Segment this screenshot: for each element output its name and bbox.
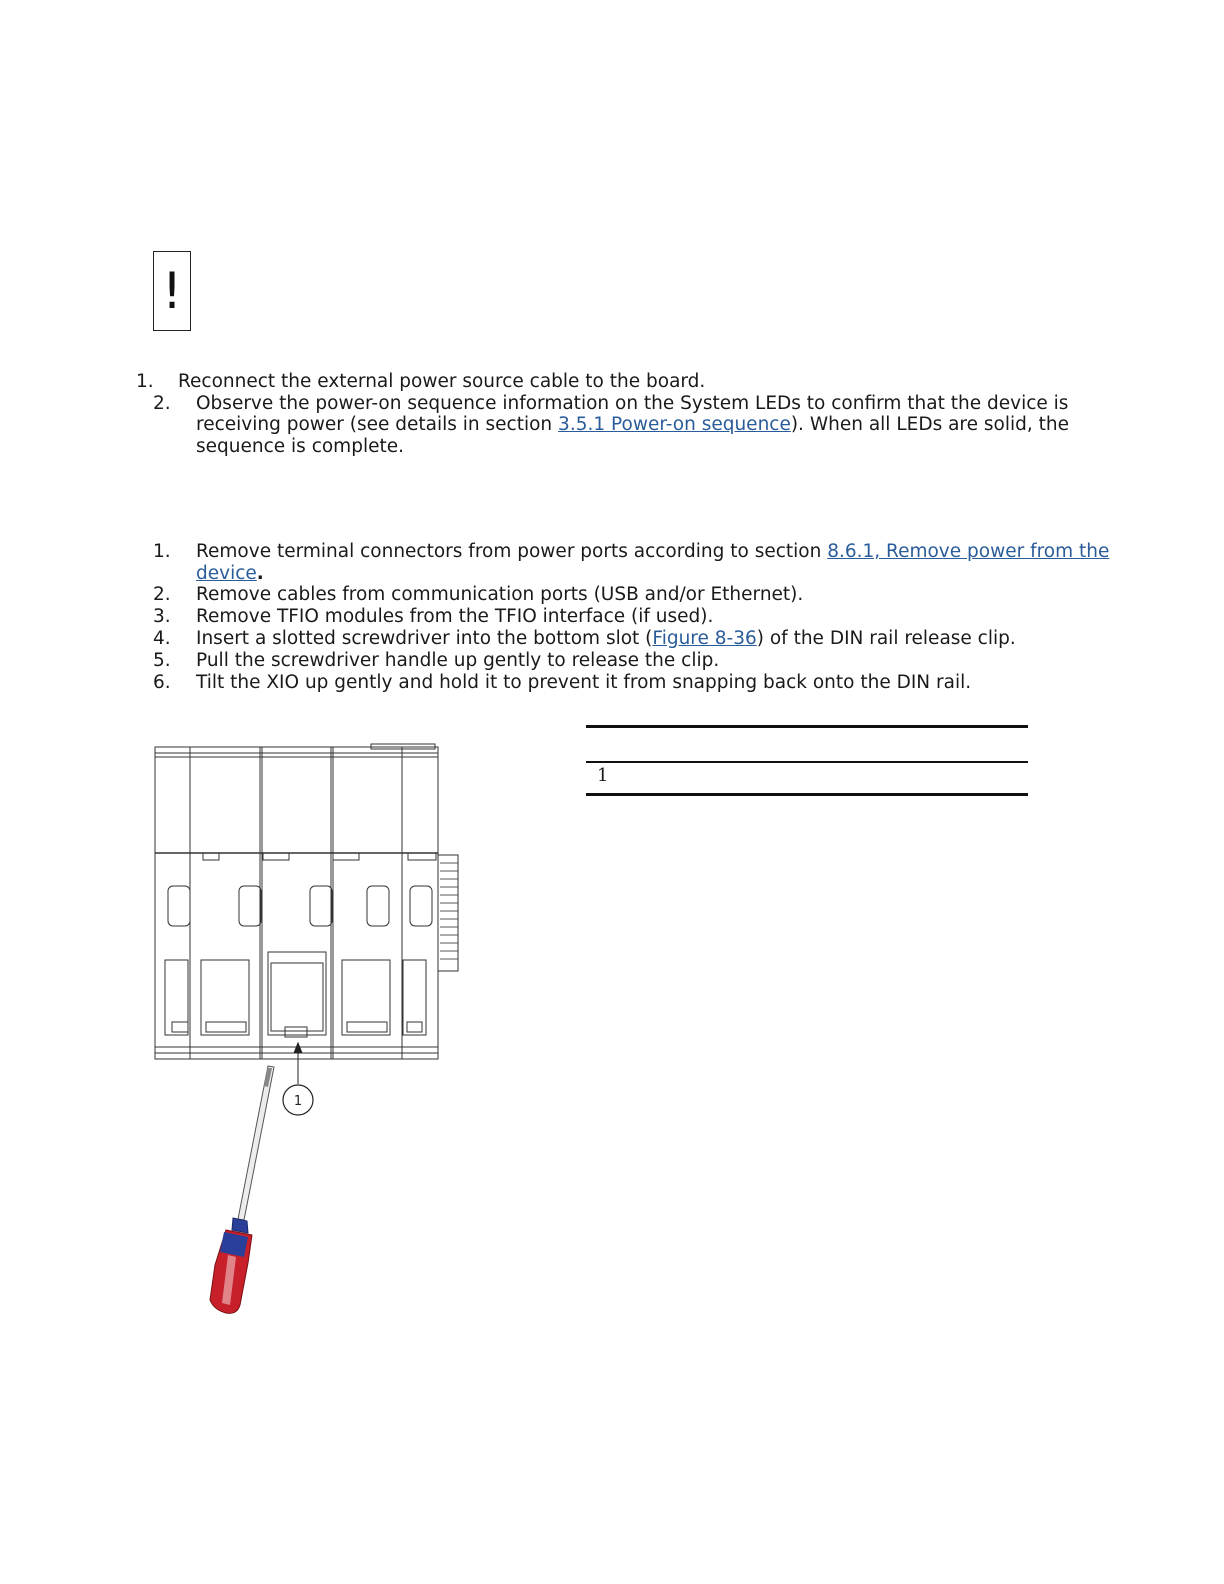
din-rail-release-figure bbox=[140, 735, 480, 1325]
list-item-continued: receiving power (see details in section 3.5.1 Power-on sequence). When all LEDs are solid, the bbox=[196, 414, 1069, 435]
list-item-number: 4. bbox=[153, 628, 171, 649]
list-item: Reconnect the external power source cable to the board. bbox=[178, 371, 706, 392]
list-item-number: 2. bbox=[153, 393, 171, 414]
list-item-number: 6. bbox=[153, 672, 171, 693]
list-item: Remove TFIO modules from the TFIO interface (if used). bbox=[196, 606, 714, 627]
screwdriver-image bbox=[210, 1066, 274, 1313]
power-on-sequence-link[interactable]: 3.5.1 Power-on sequence bbox=[558, 414, 791, 435]
table-header-rule bbox=[586, 761, 1028, 763]
callout-label: 1 bbox=[293, 1094, 303, 1109]
remove-power-link-continued[interactable]: device bbox=[196, 563, 257, 584]
table-cell-number: 1 bbox=[597, 765, 609, 786]
list-item-continued: device. bbox=[196, 563, 264, 584]
warning-icon bbox=[153, 251, 191, 331]
list-item: Observe the power-on sequence information on the System LEDs to confirm that the device is bbox=[196, 393, 1069, 414]
table-top-rule bbox=[586, 725, 1028, 728]
list-item-continued: sequence is complete. bbox=[196, 436, 404, 457]
list-item-number: 5. bbox=[153, 650, 171, 671]
list-item: Insert a slotted screwdriver into the bottom slot (Figure 8-36) of the DIN rail release clip. bbox=[196, 628, 1016, 649]
warning-symbol: ! bbox=[161, 262, 183, 320]
list-item-number: 2. bbox=[153, 584, 171, 605]
list-item-number: 1. bbox=[136, 371, 154, 392]
list-item-number: 3. bbox=[153, 606, 171, 627]
list-item: Tilt the XIO up gently and hold it to prevent it from snapping back onto the DIN rail. bbox=[196, 672, 972, 693]
list-item-number: 1. bbox=[153, 541, 171, 562]
remove-power-link[interactable]: 8.6.1, Remove power from the bbox=[827, 541, 1110, 562]
list-item: Remove terminal connectors from power ports according to section 8.6.1, Remove power from the bbox=[196, 541, 1110, 562]
list-item: Pull the screwdriver handle up gently to release the clip. bbox=[196, 650, 720, 671]
module-body bbox=[155, 747, 438, 1059]
table-bottom-rule bbox=[586, 793, 1028, 796]
callout-pointer bbox=[294, 1043, 302, 1084]
figure-link[interactable]: Figure 8-36 bbox=[652, 628, 757, 649]
list-item: Remove cables from communication ports (USB and/or Ethernet). bbox=[196, 584, 804, 605]
